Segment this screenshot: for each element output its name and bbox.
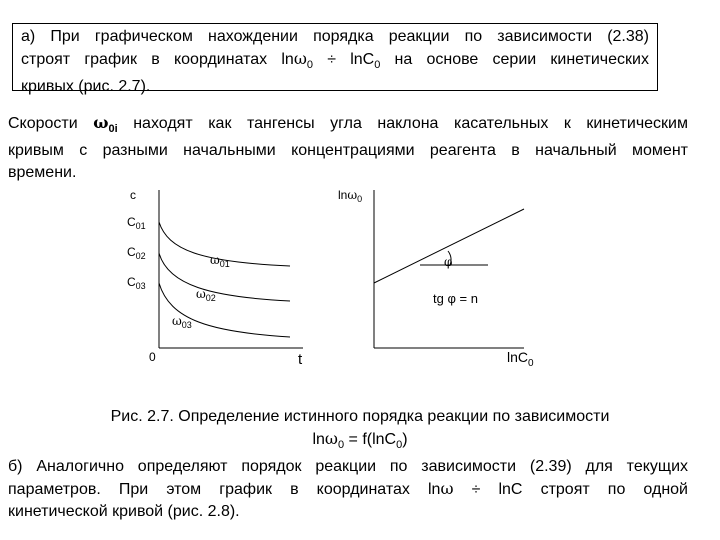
right-y-label: lnω$_0$ [338,188,363,204]
part-a-paragraph [12,23,658,96]
left-graph [159,190,303,348]
part-a-line-2: строят график в координатах lnω$_0$ ÷ lnC$_0$ на основе серии кинетических [21,49,649,72]
kinetic-curve-3 [159,283,290,337]
kinetic-curve-2 [159,253,290,301]
part-a-line-3: кривых (рис. 2.7). [21,78,151,96]
kinetic-curve-1 [159,222,290,266]
left-y-label: c [130,188,136,202]
c01-label: $C_{01}$ [127,215,146,231]
w03-label: $\omega_{03}$ [172,314,192,330]
caption-line-2: lnω$_0$ = f(lnC$_0$) [312,429,408,452]
w01-label: $\omega_{01}$ [210,253,230,269]
part-b-line-2: параметров. При этом график в координатах lnω ÷ lnC строят по одной [8,479,688,498]
speeds-line-3: времени. [8,164,77,182]
speeds-line-2: кривым с разными начальными концентрациями реагента в начальный момент [8,142,688,160]
right-x-label: lnC$_0$ [507,349,534,369]
linear-fit-line [374,209,524,283]
figure-caption [0,406,720,456]
part-b-line-3: кинетической кривой (рис. 2.8). [8,503,240,520]
right-graph [374,190,524,348]
angle-label: φ [444,255,453,269]
slope-formula: tg φ = n [433,291,478,306]
speeds-line-1: Скорости $\omega_{0i}$ находят как тангенсы угла наклона касательных к кинетическим [8,113,688,136]
w02-label: $\omega_{02}$ [196,287,216,303]
left-origin-label: 0 [149,350,156,364]
c03-label: $C_{03}$ [127,275,146,291]
part-b-line-1: б) Аналогично определяют порядок реакции по зависимости (2.39) для текущих [8,458,688,475]
c02-label: $C_{02}$ [127,245,146,261]
speeds-paragraph [8,112,688,184]
part-b-paragraph [8,456,688,523]
part-a-line-1: а) При графическом нахождении порядка реакции по зависимости (2.38) [21,28,649,45]
left-x-label: t [298,351,303,368]
angle-arc [448,251,451,265]
caption-line-1: Рис. 2.7. Определение истинного порядка реакции по зависимости [110,408,610,425]
